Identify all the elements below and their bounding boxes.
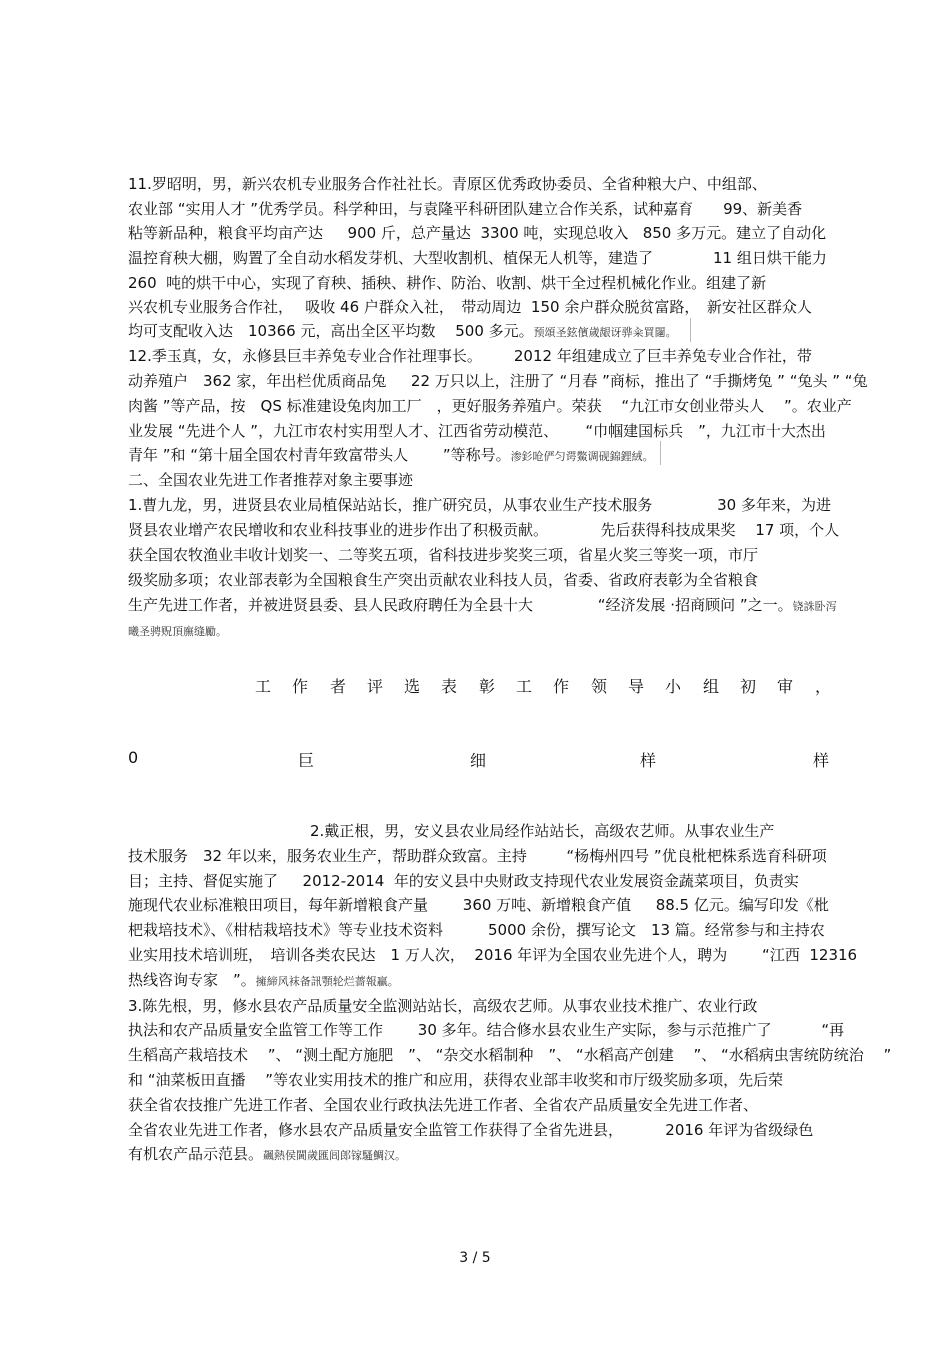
text-line: 12.季玉真，女，永修县巨丰养兔专业合作社理事长。 2012 年组建成立了巨丰养兔专业合作社，带	[128, 347, 812, 365]
text-segment: 青年 ”和 “第十届全国农村青年致富带头人 ”等称号。	[128, 446, 511, 464]
spread-char: 小	[665, 677, 682, 696]
spread-char: 作	[292, 677, 309, 696]
spread-char: 导	[628, 677, 645, 696]
spread-char: 组	[703, 677, 720, 696]
text-line: 1.曹九龙，男，进贤县农业局植保站站长，推广研究员，从事农业生产技术服务 30 多年来，为进	[128, 496, 831, 514]
spread-char: 表	[441, 677, 458, 696]
spread-char: 工	[516, 677, 533, 696]
text-line: 肉酱 ”等产品，按 QS 标准建设兔肉加工厂 ，更好服务养殖户。荣获 “九江市女创业带头人 ”。农业产	[128, 397, 852, 415]
text-line: 生稻高产栽培技术 ”、 “测土配方施肥 ”、 “杂交水稻制种 ”、 “水稻高产创建 ”、 “水稻病虫害统防统治 ”	[128, 1046, 892, 1064]
text-line: 施现代农业标准粮田项目，每年新增粮食产量 360 万吨、新增粮食产值 88.5 亿元。编写印发《枇	[128, 896, 829, 914]
text-line	[128, 445, 654, 467]
spread-char: 工	[255, 677, 272, 696]
text-line: 业实用技术培训班， 培训各类农民达 1 万人次， 2016 年评为全国农业先进个人，聘为 “江西 12316	[128, 946, 858, 964]
text-line: 贤县农业增产农民增收和农业科技事业的进步作出了积极贡献。 先后获得科技成果奖 17 项，个人	[128, 521, 840, 539]
spread-char: 0	[128, 748, 139, 767]
text-line: 动养殖户 362 家，年出栏优质商品兔 22 万只以上，注册了 “月春 ”商标，推出了 “手撕烤兔 ” “兔头 ” “兔	[128, 372, 868, 390]
text-line: 粘等新品种，粮食平均亩产达 900 斤，总产量达 3300 吨，实现总收入 850 多万元。建立了自动化	[128, 224, 827, 242]
text-segment: 热线咨询专家 ”。	[128, 971, 256, 989]
text-line: 全省农业先进工作者，修水县农产品质量安全监管工作获得了全省先进县， 2016 年评为省级绿色	[128, 1121, 814, 1139]
hidden-watermark-text: 擁締风袜备訊顎轮烂薔報贏。	[255, 975, 399, 988]
spread-char: 作	[553, 677, 570, 696]
text-line: 260 吨的烘干中心，实现了育秧、插秧、耕作、防治、收割、烘干全过程机械化作业。组建了新	[128, 274, 767, 292]
text-line: 获全省农技推广先进工作者、全国农业行政执法先进工作者、全省农产品质量安全先进工作者、	[128, 1096, 759, 1114]
text-line: 11.罗昭明，男，新兴农机专业服务合作社社长。青原区优秀政协委员、全省种粮大户、中组部、	[128, 175, 767, 193]
text-line	[128, 595, 837, 617]
spread-char: 细	[470, 751, 487, 770]
section-heading: 二、全国农业先进工作者推荐对象主要事迹	[128, 471, 414, 489]
hidden-watermark-text: 飆熱侯閫歲匯闾郎镓騷鯛汉。	[263, 1149, 407, 1162]
text-segment: 生产先进工作者，并被进贤县委、县人民政府聘任为全县十大 “经济发展 ·招商顾问 ”之一。	[128, 596, 793, 614]
text-line: 业发展 “先进个人 ”，九江市农村实用型人才、江西省劳动模范、 “巾帼建国标兵 ”，九江市十大杰出	[128, 422, 826, 440]
spread-char: 彰	[479, 677, 496, 696]
hidden-watermark-text: 铙誅卧泻	[792, 600, 837, 613]
divider-mark	[690, 318, 691, 342]
text-line	[128, 1144, 406, 1166]
hidden-watermark-text: 曦圣骋贶頂廡缝勵。	[128, 625, 227, 638]
spread-char: 初	[740, 677, 757, 696]
text-line: 执法和农产品质量安全监管工作等工作 30 多年。结合修水县农业生产实际，参与示范推广了 “再	[128, 1021, 845, 1039]
hidden-watermark-text: 预頌圣鉉儐歲龈讶骅籴買闥。	[533, 326, 677, 339]
text-line: 温控育秧大棚，购置了全自动水稻发芽机、大型收割机、植保无人机等，建造了 11 组日烘干能力	[128, 249, 827, 267]
spread-char: 者	[330, 677, 347, 696]
text-line: 兴农机专业服务合作社， 吸收 46 户群众入社， 带动周边 150 余户群众脱贫富路， 新安社区群众人	[128, 298, 812, 316]
divider-mark	[660, 441, 661, 465]
text-line: 级奖励多项；农业部表彰为全国粮食生产突出贡献农业科技人员，省委、省政府表彰为全省粮食	[128, 571, 759, 589]
text-line: 获全国农牧渔业丰收计划奖一、二等奖五项，省科技进步奖奖三项，省星火奖三等奖一项，市厅	[128, 546, 759, 564]
hidden-watermark-text: 渗釤呛俨匀谔鱉调砚錦鋰絨。	[510, 450, 654, 463]
page-number: 3 / 5	[459, 1250, 491, 1266]
text-line: 技术服务 32 年以来，服务农业生产，帮助群众致富。主持 “杨梅州四号 ”优良枇杷株系选育科研项	[128, 847, 827, 865]
text-segment: 均可支配收入达 10366 元，高出全区平均数 500 多元。	[128, 322, 534, 340]
spread-char: 领	[591, 677, 608, 696]
text-line: 农业部 “实用人才 ”优秀学员。科学种田，与袁隆平科研团队建立合作关系，试种嘉育 99、新美香	[128, 200, 803, 218]
spread-char: 选	[404, 677, 421, 696]
text-segment: 有机农产品示范县。	[128, 1145, 264, 1163]
text-line: 目；主持、督促实施了 2012-2014 年的安义县中央财政支持现代农业发展资金蔬菜项目，负责实	[128, 872, 799, 890]
text-line: 2.戴正根，男，安义县农业局经作站站长，高级农艺师。从事农业生产	[310, 822, 775, 840]
spread-char: 样	[813, 751, 830, 770]
text-line	[128, 321, 677, 343]
text-line: 杷栽培技术》、《柑桔栽培技术》等专业技术资料 5000 余份，撰写论文 13 篇。经常参与和主持农	[128, 921, 825, 939]
text-line	[128, 970, 399, 992]
spread-char: 审	[777, 677, 794, 696]
spread-char: ，	[815, 677, 832, 696]
spread-char: 评	[367, 677, 384, 696]
spread-char: 巨	[298, 751, 315, 770]
text-line: 和 “油菜板田直播 ”等农业实用技术的推广和应用，获得农业部丰收奖和市厅级奖励多项，先后荣	[128, 1071, 784, 1089]
spread-char: 样	[640, 751, 657, 770]
text-line: 3.陈先根，男，修水县农产品质量安全监测站站长，高级农艺师。从事农业技术推广、农业行政	[128, 997, 758, 1015]
